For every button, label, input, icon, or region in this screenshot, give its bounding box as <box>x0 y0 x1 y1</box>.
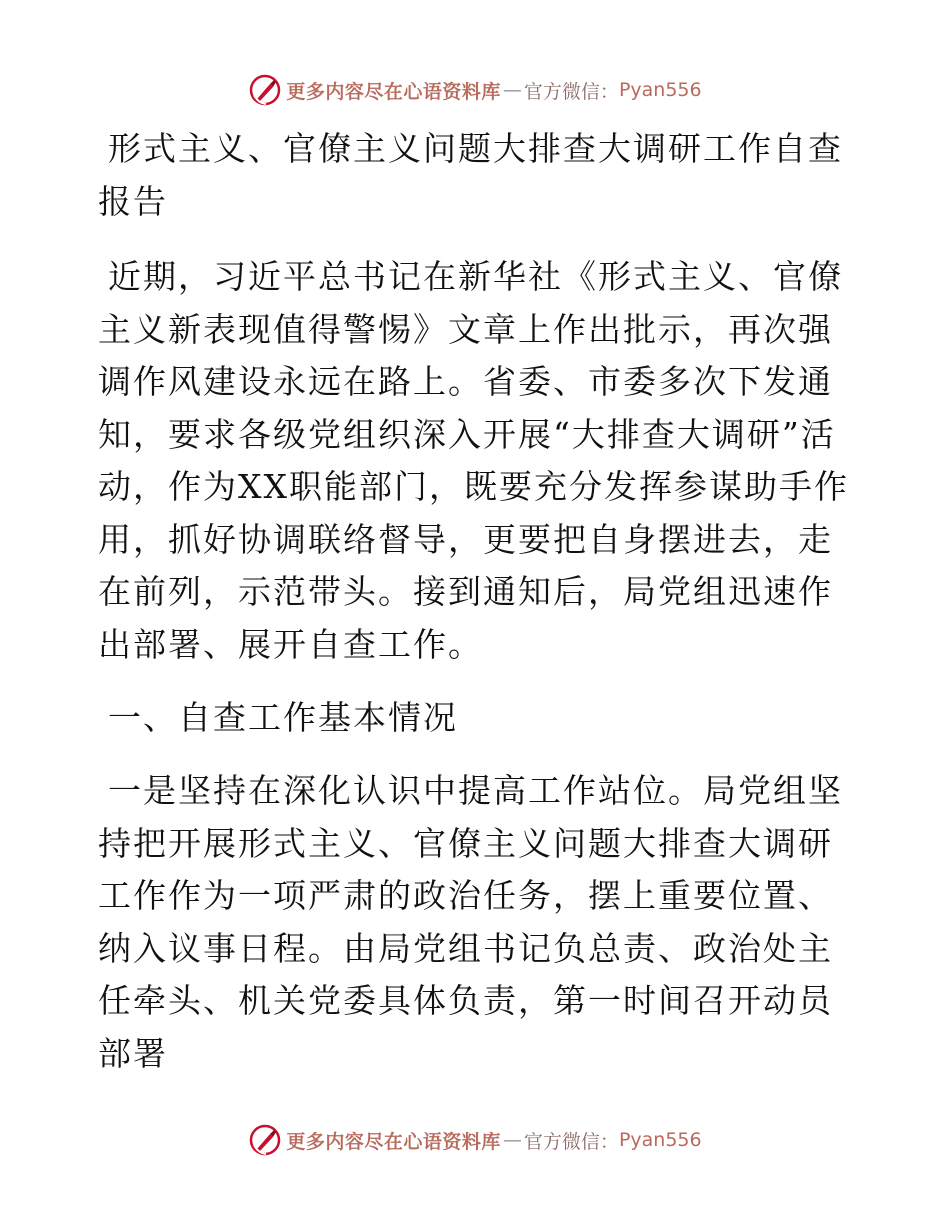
watermark-header <box>0 70 950 110</box>
pen-logo-icon <box>248 1123 282 1157</box>
watermark-separator: — <box>502 79 522 101</box>
section-heading: 一、自查工作基本情况 <box>108 698 458 737</box>
watermark-contact-value: Pyan556 <box>618 79 702 101</box>
watermark-text: 更多内容尽在心语资料库 <box>286 1130 501 1153</box>
intro-paragraph: 近期，习近平总书记在新华社《形式主义、官僚主义新表现值得警惕》文章上作出批示，再次强调作风建设永远在路上。省委、市委多次下发通知，要求各级党组织深入开展“大排查大调研”活动，作为XX职能部门，既要充分发挥参谋助手作用，抓好协调联络督导，更要把自身摆进去，走在前列，示范带头。接到通知后，局党组迅速作出部署、展开自查工作。 <box>98 257 849 664</box>
document-body <box>98 122 858 1080</box>
pen-logo-icon <box>248 73 282 107</box>
watermark-contact-label: 官方微信： <box>523 1130 619 1153</box>
watermark-contact-label: 官方微信： <box>523 80 619 103</box>
watermark-separator: — <box>502 1129 522 1151</box>
watermark-text: 更多内容尽在心语资料库 <box>286 80 501 103</box>
watermark-footer <box>0 1120 950 1160</box>
document-title: 形式主义、官僚主义问题大排查大调研工作自查报告 <box>98 129 843 221</box>
section-paragraph: 一是坚持在深化认识中提高工作站位。局党组坚持把开展形式主义、官僚主义问题大排查大调研工作作为一项严肃的政治任务，摆上重要位置、纳入议事日程。由局党组书记负总责、政治处主任牵头、机关党委具体负责，第一时间召开动员部署 <box>98 771 843 1073</box>
watermark-contact-value: Pyan556 <box>618 1129 702 1151</box>
